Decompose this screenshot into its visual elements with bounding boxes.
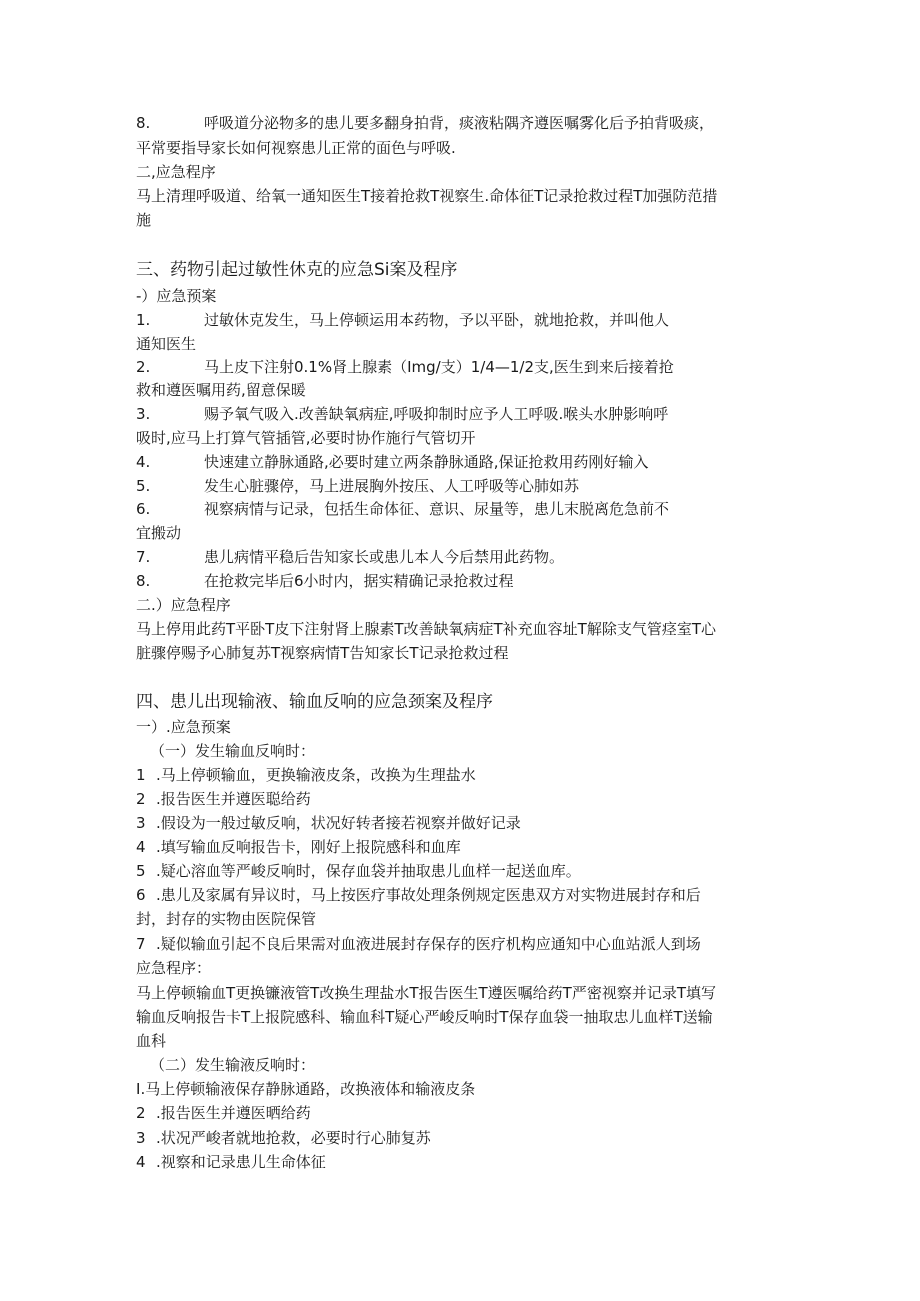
item-text-continued: 平常要指导家长如何视察患儿正常的面色与呼吸.: [136, 139, 456, 157]
subsection-title: 二.）应急程序: [136, 596, 231, 614]
item-text: 呼吸道分泌物多的患儿要多翻身拍背，痰液粘隅齐遵医嘱雾化后予拍背吸痰，: [204, 114, 715, 132]
item-text: .马上停顿输血，更换输液皮条，改换为生理盐水: [156, 766, 476, 784]
item-number: 1: [136, 766, 146, 784]
item-number: 3: [136, 814, 146, 832]
item-text: .报告医生并遵医晒给药: [156, 1104, 311, 1122]
list-item: [136, 837, 461, 857]
list-item: [136, 1152, 326, 1172]
item-text: .状况严峻者就地抢救，必要时行心肺复苏: [156, 1129, 431, 1147]
item-number: I: [136, 1080, 141, 1098]
list-item: [136, 765, 476, 785]
item-text: 发生心脏骤停，马上进展胸外按压、人工呼吸等心肺如苏: [204, 477, 580, 495]
procedure-text: 马上停用此药T平卧T皮下注射肾上腺素T改善缺氧病症T补充血容址T解除支气管痉室T心: [136, 620, 716, 638]
item-number: 7.: [136, 548, 151, 566]
procedure-text-continued: 输血反响报告卡T上报院感科、输血科T疑心严峻反响时T保存血袋一抽取忠儿血样T送输: [136, 1008, 713, 1026]
item-text: .填写输血反响报告卡，刚好上报院感科和血库: [156, 838, 461, 856]
item-text-continued: 吸时,应马上打算气管插管,必要时协作施行气管切开: [136, 429, 476, 447]
item-text: .疑心溶血等严峻反响时，保存血袋并抽取患儿血样一起送血库。: [156, 862, 581, 880]
list-item: [136, 357, 674, 377]
item-text: .马上停顿输液保存静脉通路，改换液体和输液皮条: [140, 1080, 476, 1098]
procedure-text-continued: 血科: [136, 1032, 167, 1050]
item-text: 马上皮下注射0.1%肾上腺素（Img/支）1/4—1/2支,医生到来后接着抢: [204, 358, 674, 376]
list-item: [136, 1079, 475, 1099]
item-number: 5.: [136, 477, 151, 495]
list-item: [136, 1103, 311, 1123]
procedure-text: 马上清理呼吸道、给氧一通知医生T接着抢救T视察生.命体征T记录抢救过程T加强防范措: [136, 187, 718, 205]
procedure-text: 马上停顿输血T更换镰液管T改换生理盐水T报告医生T遵医嘱给药T严密视察并记录T填写: [136, 984, 716, 1002]
item-number: 4: [136, 838, 146, 856]
list-item: [136, 113, 714, 133]
subsection-title: 应急程序：: [136, 959, 212, 977]
item-number: 8.: [136, 114, 151, 132]
item-text: .假设为一般过敏反响，状况好转者接若视察并做好记录: [156, 814, 521, 832]
item-text-continued: 救和遵医嘱用药,留意保暖: [136, 381, 306, 399]
list-item: [136, 499, 669, 519]
item-number: 3: [136, 1129, 146, 1147]
list-item: [136, 1128, 431, 1148]
list-item: [136, 885, 701, 905]
item-text: 快速建立静脉通路,必要时建立两条静脉通路,保证抢救用药刚好输入: [204, 453, 649, 471]
item-number: 4: [136, 1153, 146, 1171]
item-text-continued: 封，封存的实物由医院保管: [136, 910, 317, 928]
procedure-text-continued: 脏骤停赐予心肺复苏T视察病情T告知家长T记录抢救过程: [136, 644, 509, 662]
item-number: 7: [136, 935, 146, 953]
item-number: 5: [136, 862, 146, 880]
item-number: 6.: [136, 500, 151, 518]
list-item: [136, 813, 521, 833]
item-text-continued: 宜搬动: [136, 524, 182, 542]
list-item: [136, 476, 579, 496]
list-item: [136, 452, 649, 472]
item-text: .患儿及家属有异议时，马上按医疗事故处理条例规定医患双方对实物进展封存和后: [156, 886, 701, 904]
item-number: 2: [136, 1104, 146, 1122]
list-item: [136, 934, 701, 954]
item-number: 3.: [136, 405, 151, 423]
item-text: 过敏休克发生，马上停顿运用本药物，予以平卧，就地抢救，并叫他人: [204, 311, 670, 329]
subsection-title: 二,应急程序: [136, 163, 216, 181]
item-text-continued: 通知医生: [136, 335, 197, 353]
list-item: [136, 571, 514, 591]
item-number: 2.: [136, 358, 151, 376]
subsection-title: -）应急预案: [136, 287, 217, 305]
item-number: 6: [136, 886, 146, 904]
item-number: 1.: [136, 311, 151, 329]
list-item: [136, 404, 668, 424]
item-text: .视察和记录患儿生命体征: [156, 1153, 326, 1171]
item-text: 患儿病情平稳后告知家长或患儿本人今后禁用此药物。: [204, 548, 565, 566]
list-item: [136, 310, 669, 330]
subsection-title: （二）发生输液反响时：: [150, 1056, 316, 1074]
list-item: [136, 789, 311, 809]
section-heading: 四、患儿出现输液、输血反响的应急颈案及程序: [136, 692, 493, 712]
subsection-title: 一）.应急预案: [136, 718, 231, 736]
item-number: 8.: [136, 572, 151, 590]
section-heading: 三、药物引起过敏性休克的应急Si案及程序: [136, 260, 458, 280]
item-text: 赐予氧气吸入.改善缺氧病症,呼吸抑制时应予人工呼吸.喉头水肿影响呼: [204, 405, 669, 423]
item-number: 2: [136, 790, 146, 808]
list-item: [136, 861, 581, 881]
item-number: 4.: [136, 453, 151, 471]
list-item: [136, 547, 564, 567]
subsection-title: （一）发生输血反响时：: [150, 742, 316, 760]
item-text: 视察病情与记录，包括生命体征、意识、尿量等，患儿末脱离危急前不: [204, 500, 670, 518]
item-text: .报告医生并遵医聪给药: [156, 790, 311, 808]
item-text: .疑似输血引起不良后果需对血液进展封存保存的医疗机构应通知中心血站派人到场: [156, 935, 701, 953]
item-text: 在抢救完毕后6小时内，据实精确记录抢救过程: [204, 572, 514, 590]
procedure-text-continued: 施: [136, 211, 152, 229]
